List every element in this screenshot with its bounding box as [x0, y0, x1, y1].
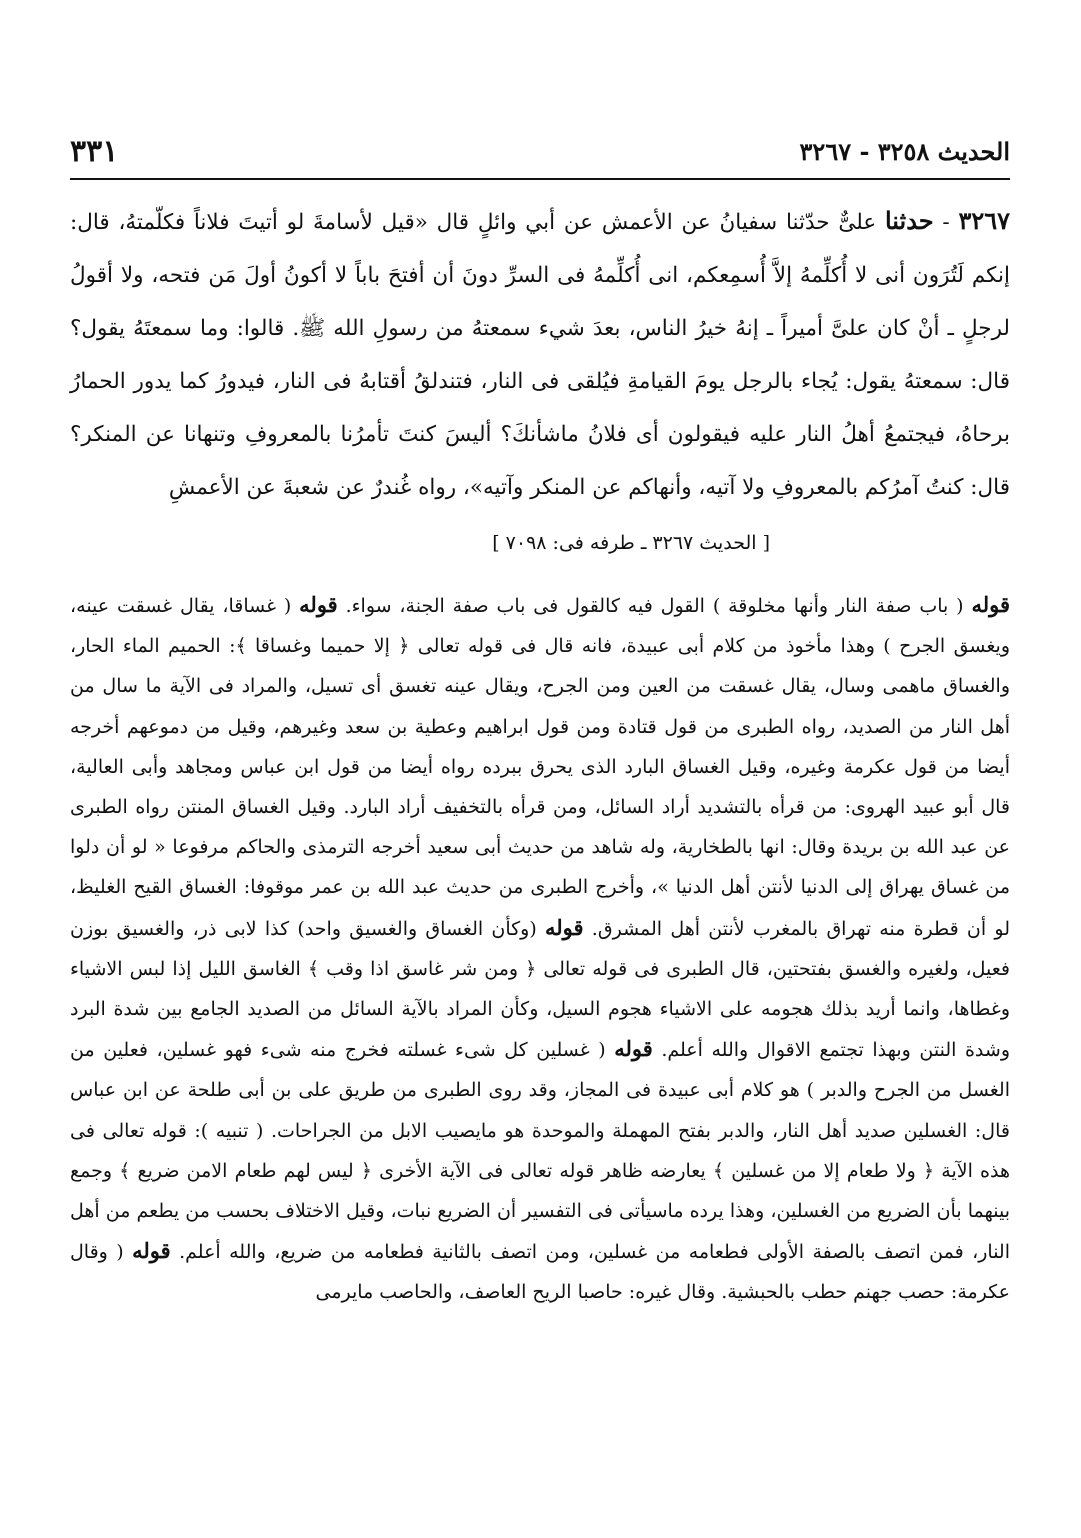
hadith-body: علىٌّ حدّثنا سفيانُ عن الأعمش عن أبي وائلٍ قال «قيل لأسامةَ لو أتيتَ فلاناً فكلّمتهُ، قال: إنكم لَتُرَون أنى لا أُكلِّمهُ إلاَّ أُسمِعكم، انى أُكلِّمهُ فى السرِّ دونَ أن أفتحَ باباً لا أكونُ أولَ مَن فتحه، ولا أقولُ لرجلٍ ـ أنْ كان علىَّ أميراً ـ إنهُ خيرُ الناس، بعدَ شيء سمعتهُ من رسولِ الله ﷺ. قالوا: وما سمعتَهُ يقول؟ قال: سمعتهُ يقول: يُجاء بالرجل يومَ القيامةِ فيُلقى فى النار، فتندلقُ أقتابهُ فى النار، فيدورُ كما يدور الحمارُ برحاهُ، فيجتمعُ أهلُ النار عليه فيقولون أى فلانُ ماشأنكَ؟ أليسَ كنتَ تأمرُنا بالمعروفِ وتنهانا عن المنكر؟ قال: كنتُ آمرُكم بالمعروفِ ولا آتيه، وأنهاكم عن المنكر وآتيه»، رواه غُندرٌ عن شعبةَ عن الأعمشِ	[70, 210, 1010, 500]
commentary-text: ( باب صفة النار وأنها مخلوقة ) القول فيه كالقول فى باب صفة الجنة، سواء.	[337, 595, 972, 617]
commentary-block	[70, 585, 1010, 1313]
hadith-reference-row	[70, 516, 1010, 569]
running-head: الحديث ٣٢٥٨ - ٣٢٦٧	[799, 137, 1010, 166]
haddathana-word: حدثنا	[884, 206, 934, 235]
hadith-dash: -	[933, 210, 959, 235]
commentary-text: ( غسلين كل شىء غسلته فخرج منه شىء فهو غسلين، فعلين من الغسل من الجرح والدبر ) هو كلام أبى عبيدة فى المجاز، وقد روى الطبرى من طريق على بن أبى طلحة عن ابن عباس قال: الغسلين صديد أهل النار، والدبر بفتح المهملة والموحدة هو مايصيب الابل من الجراحات. ( تنبيه ): قوله تعالى فى هذه الآية ﴿ ولا طعام إلا من غسلين ﴾ يعارضه ظاهر قوله تعالى فى الآية الأخرى ﴿ ليس لهم طعام الامن ضريع ﴾ وجمع بينهما بأن الضريع من الغسلين، وهذا يرده ماسيأتى فى التفسير أن الضريع نبات، وقيل الاختلاف بحسب من يطعم من أهل النار، فمن اتصف بالصفة الأولى فطعامه من غسلين، ومن اتصف بالثانية فطعامه من ضريع، والله أعلم.	[70, 1039, 1010, 1264]
commentary-text: ( وقال عكرمة: حصب جهنم حطب بالحبشية. وقال غيره: حاصبا الريح العاصف، والحاصب مايرمى	[70, 1241, 1010, 1304]
qawluhu-marker: قوله	[614, 1036, 653, 1062]
hadith-text	[70, 194, 1010, 514]
page-header	[70, 120, 1010, 172]
commentary-text: ( غساقا، يقال غسقت عينه، ويغسق الجرح ) وهذا مأخوذ من كلام أبى عبيدة، فانه قال فى قوله تعالى ﴿ إلا حميما وغساقا ﴾: الحميم الماء الحار، والغساق ماهمى وسال، يقال غسقت من العين ومن الجرح، ويقال عينه تغسق أى تسيل، والمراد فى الآية ما سال من أهل النار من الصديد، رواه الطبرى من قول قتادة ومن قول ابراهيم وعطية بن سعد وغيرهم، وقيل من دموعهم أخرجه أيضا من قول عكرمة وغيره، وقيل الغساق البارد الذى يحرق ببرده رواه أيضا من قول ابن عباس ومجاهد وأبى العالية، قال أبو عبيد الهروى: من قرأه بالتشديد أراد السائل، ومن قرأه بالتخفيف أراد البارد. وقيل الغساق المنتن رواه الطبرى عن عبد الله بن بريدة وقال: انها بالطخارية، وله شاهد من حديث أبى سعيد أخرجه الترمذى والحاكم مرفوعا « لو أن دلوا من غساق يهراق إلى الدنيا لأنتن أهل الدنيا »، وأخرج الطبرى من حديث عبد الله بن عمر موقوفا: الغساق القيح الغليظ، لو أن قطرة منه تهراق بالمغرب لأنتن أهل المشرق.	[70, 595, 1011, 940]
qawluhu-marker: قوله	[299, 592, 338, 617]
commentary-paragraph	[70, 585, 1010, 1313]
hadith-block	[70, 194, 1010, 569]
book-page	[70, 120, 1010, 1500]
page-number: ٣٣١	[70, 134, 119, 169]
qawluhu-marker: قوله	[545, 914, 584, 940]
qawluhu-marker: قوله	[971, 592, 1010, 617]
header-rule	[70, 178, 1010, 180]
hadith-number: ٣٢٦٧	[958, 206, 1011, 235]
hadith-reference: [ الحديث ٣٢٦٧ ـ طرفه فى: ٧٠٩٨ ]	[492, 532, 770, 554]
qawluhu-marker: قوله	[132, 1238, 171, 1264]
commentary-text: (وكأن الغساق والغسيق واحد) كذا لابى ذر، والغسيق بوزن فعيل، ولغيره والغسق بفتحتين، قال الطبرى فى قوله تعالى ﴿ ومن شر غاسق اذا وقب ﴾ الغاسق الليل إذا لبس الاشياء وغطاها، وانما أريد بذلك هجومه على الاشياء هجوم السيل، وكأن المراد بالآية السائل من الصديد الجامع بين شدة البرد وشدة النتن وبهذا تجتمع الاقوال والله أعلم.	[70, 917, 1011, 1062]
